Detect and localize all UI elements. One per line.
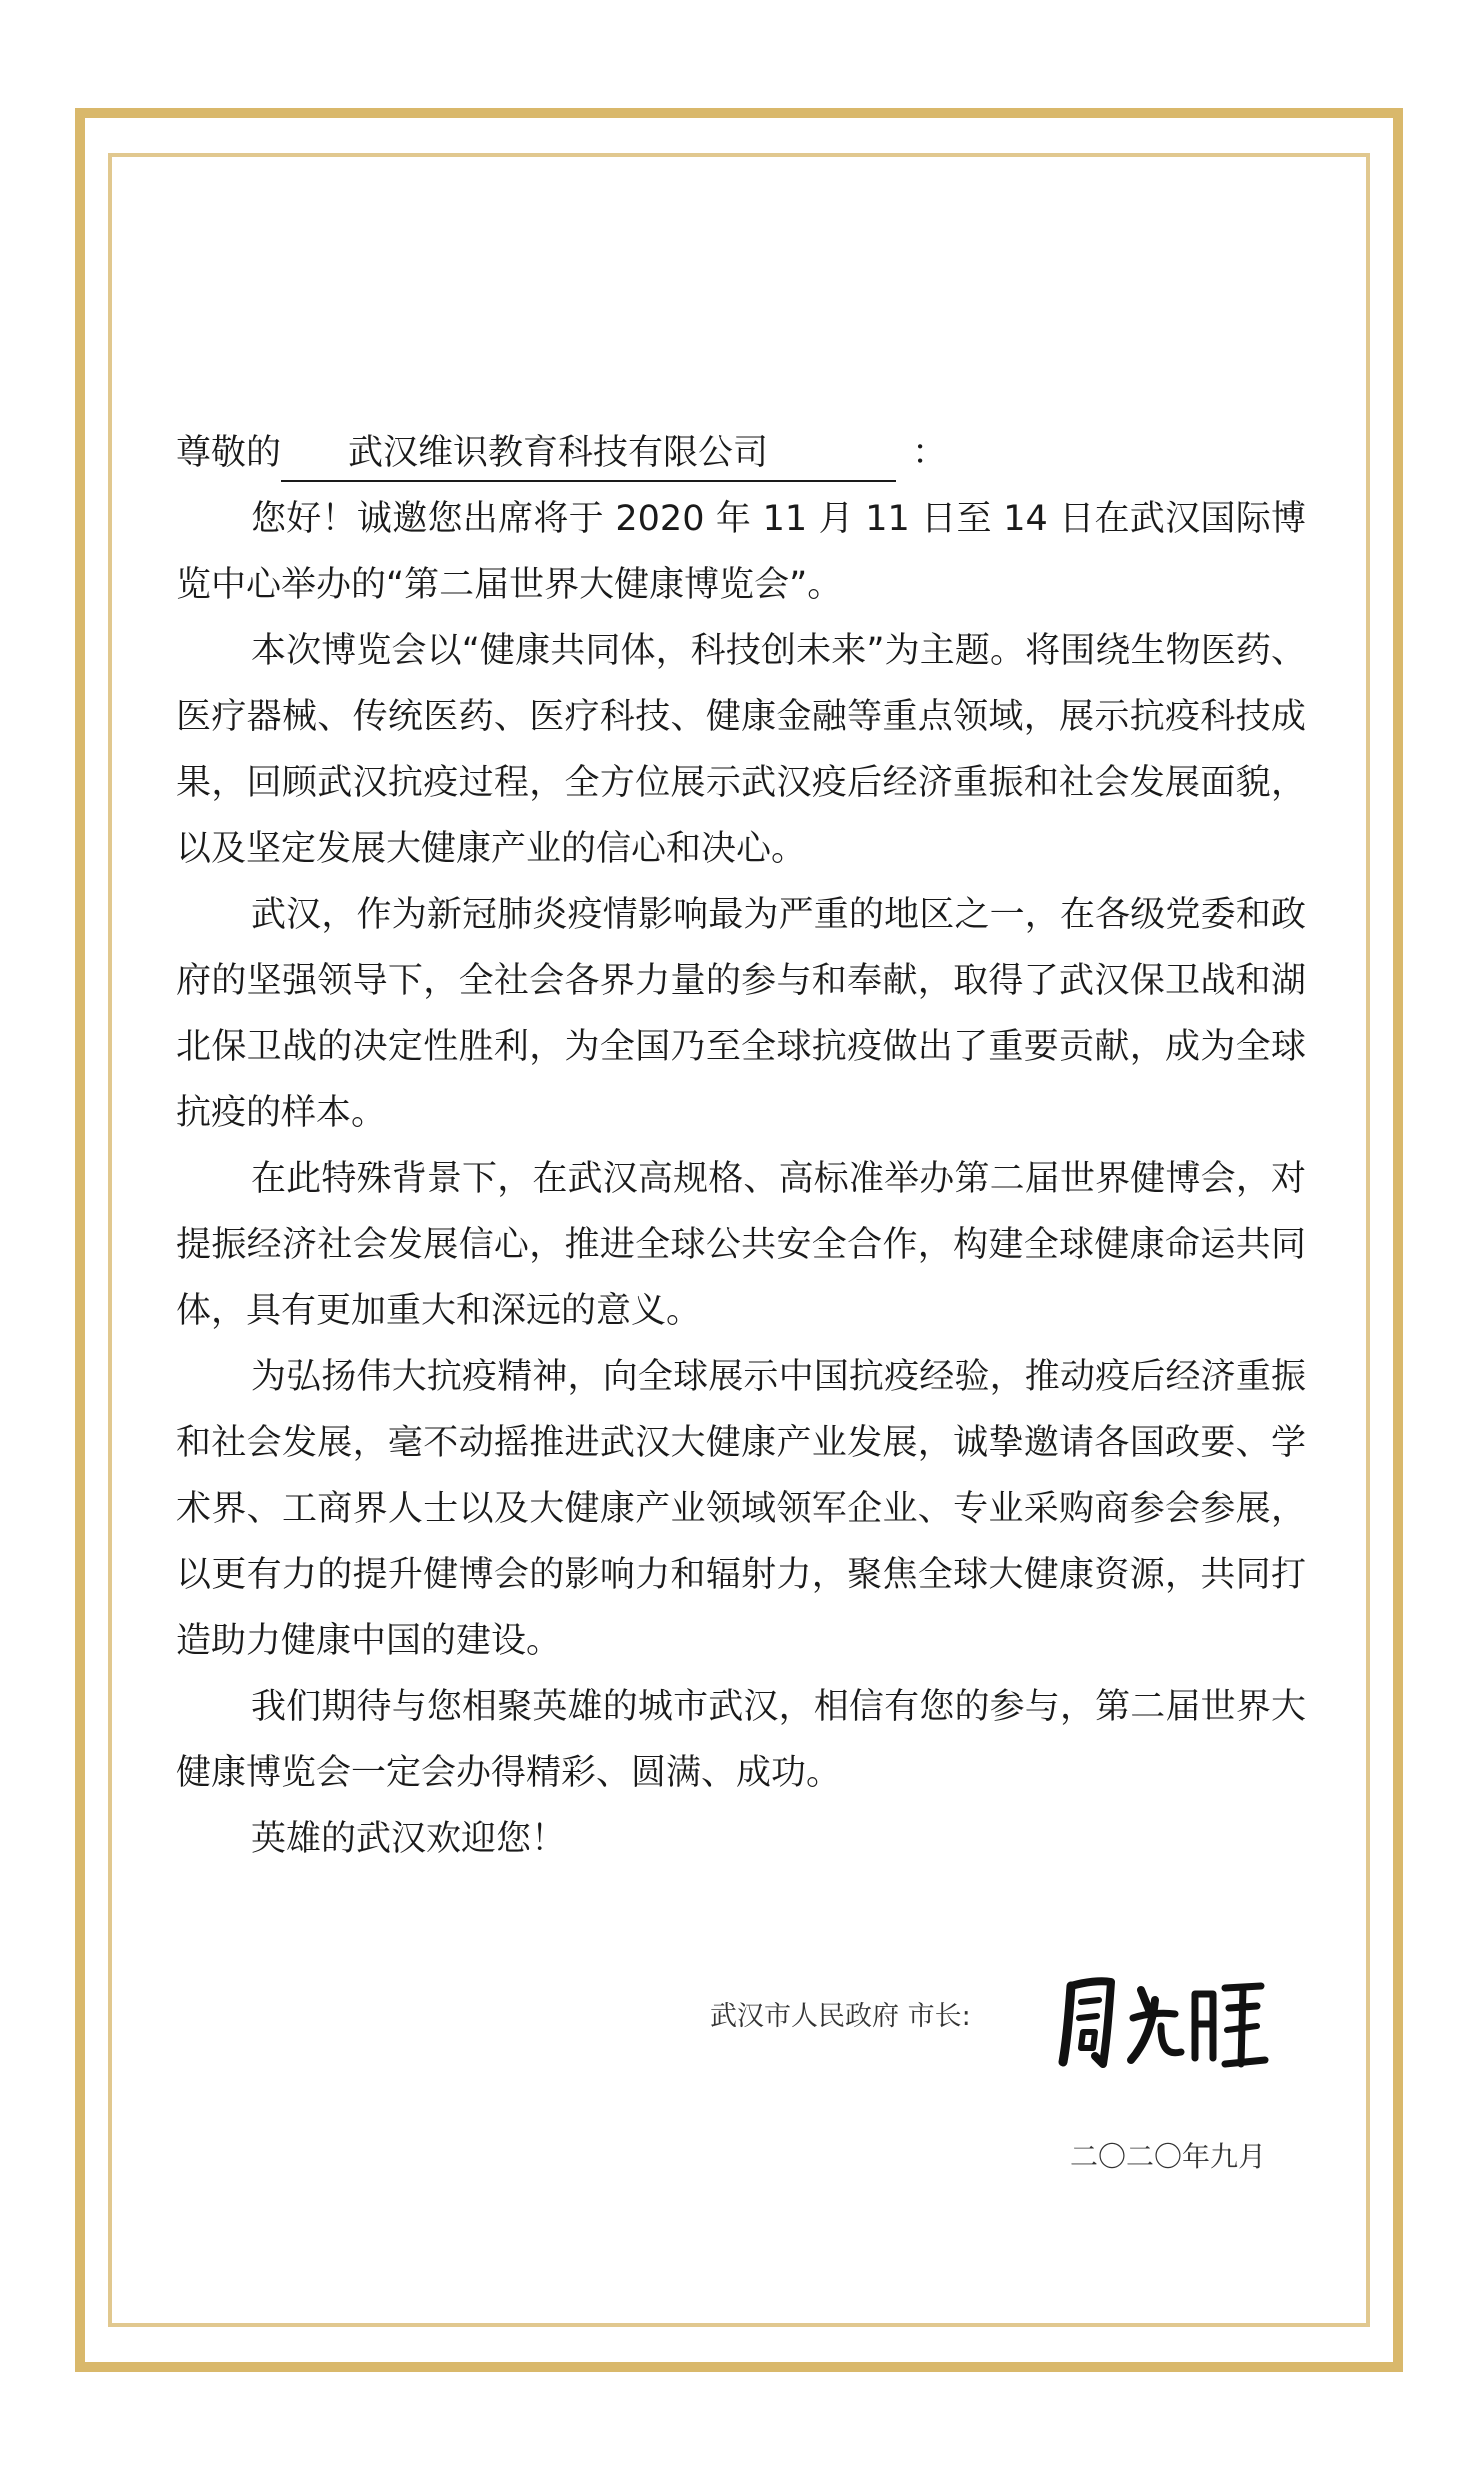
- signatory-title: 武汉市人民政府 市长:: [710, 2001, 971, 2032]
- invitation-letter: [176, 420, 1306, 1872]
- salutation-line: [176, 420, 1306, 486]
- salutation-colon: ：: [912, 433, 948, 473]
- paragraph-background: 在此特殊背景下，在武汉高规格、高标准举办第二届世界健博会，对提振经济社会发展信心，推进全球公共安全合作，构建全球健康命运共同体，具有更加重大和深远的意义。: [176, 1159, 1306, 1331]
- paragraph-theme: 本次博览会以“健康共同体，科技创未来”为主题。将围绕生物医药、医疗器械、传统医药、医疗科技、健康金融等重点领域，展示抗疫科技成果，回顾武汉抗疫过程，全方位展示武汉疫后经济重振和社会发展面貌，以及坚定发展大健康产业的信心和决心。: [176, 631, 1306, 869]
- handwritten-signature: [1045, 1960, 1275, 2080]
- letter-date: 二〇二〇年九月: [1070, 2140, 1267, 2173]
- paragraph-purpose: 为弘扬伟大抗疫精神，向全球展示中国抗疫经验，推动疫后经济重振和社会发展，毫不动摇推进武汉大健康产业发展，诚挚邀请各国政要、学术界、工商界人士以及大健康产业领域领军企业、专业采购商参会参展，以更有力的提升健博会的影响力和辐射力，聚焦全球大健康资源，共同打造助力健康中国的建设。: [176, 1357, 1306, 1661]
- recipient-name: 武汉维识教育科技有限公司: [281, 426, 896, 482]
- paragraph-invitation: 您好！诚邀您出席将于 2020 年 11 月 11 日至 14 日在武汉国际博览中心举办的“第二届世界大健康博览会”。: [176, 499, 1306, 605]
- paragraph-wuhan: 武汉，作为新冠肺炎疫情影响最为严重的地区之一，在各级党委和政府的坚强领导下，全社会各界力量的参与和奉献，取得了武汉保卫战和湖北保卫战的决定性胜利，为全国乃至全球抗疫做出了重要贡献，成为全球抗疫的样本。: [176, 895, 1306, 1133]
- paragraph-expectation: 我们期待与您相聚英雄的城市武汉，相信有您的参与，第二届世界大健康博览会一定会办得精彩、圆满、成功。: [176, 1687, 1306, 1793]
- salutation-prefix: 尊敬的: [176, 433, 282, 473]
- signature-block: [700, 1960, 1320, 2080]
- paragraph-welcome: 英雄的武汉欢迎您！: [251, 1819, 567, 1859]
